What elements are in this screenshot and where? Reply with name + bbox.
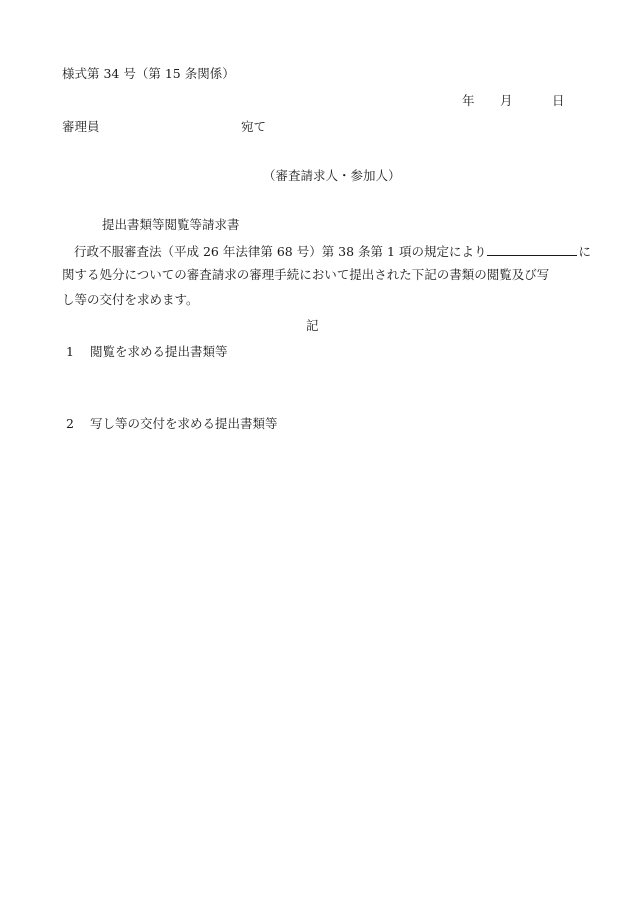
list-item-number: 2 xyxy=(66,416,74,431)
list-item-number: 1 xyxy=(66,344,74,359)
body-paragraph-line-3: し等の交付を求めます。 xyxy=(62,292,199,307)
list-item xyxy=(66,418,278,431)
body-paragraph-line-2: 関する処分についての審査請求の審理手続において提出された下記の書類の閲覧及び写 xyxy=(62,267,550,282)
addressee-suffix: 宛て xyxy=(241,119,267,134)
date-year-label: 年 xyxy=(462,93,475,108)
document-title: 提出書類等閲覧等請求書 xyxy=(102,217,240,232)
date-month-label: 月 xyxy=(500,93,513,108)
body-text-after-blank: に xyxy=(578,244,591,259)
list-item xyxy=(66,346,228,359)
body-paragraph-line-1 xyxy=(62,244,591,259)
record-heading: 記 xyxy=(306,318,319,333)
subject-blank-line xyxy=(487,244,577,256)
addressee-label: 審理員 xyxy=(62,119,100,134)
date-day-label: 日 xyxy=(552,93,565,108)
list-item-text: 写し等の交付を求める提出書類等 xyxy=(90,416,278,431)
body-text-before-blank: 行政不服審査法（平成 26 年法律第 68 号）第 38 条第 1 項の規定により xyxy=(74,244,487,259)
list-item-text: 閲覧を求める提出書類等 xyxy=(90,344,228,359)
form-number: 様式第 34 号（第 15 条関係） xyxy=(62,66,235,81)
requester-label: （審査請求人・参加人） xyxy=(263,168,401,183)
